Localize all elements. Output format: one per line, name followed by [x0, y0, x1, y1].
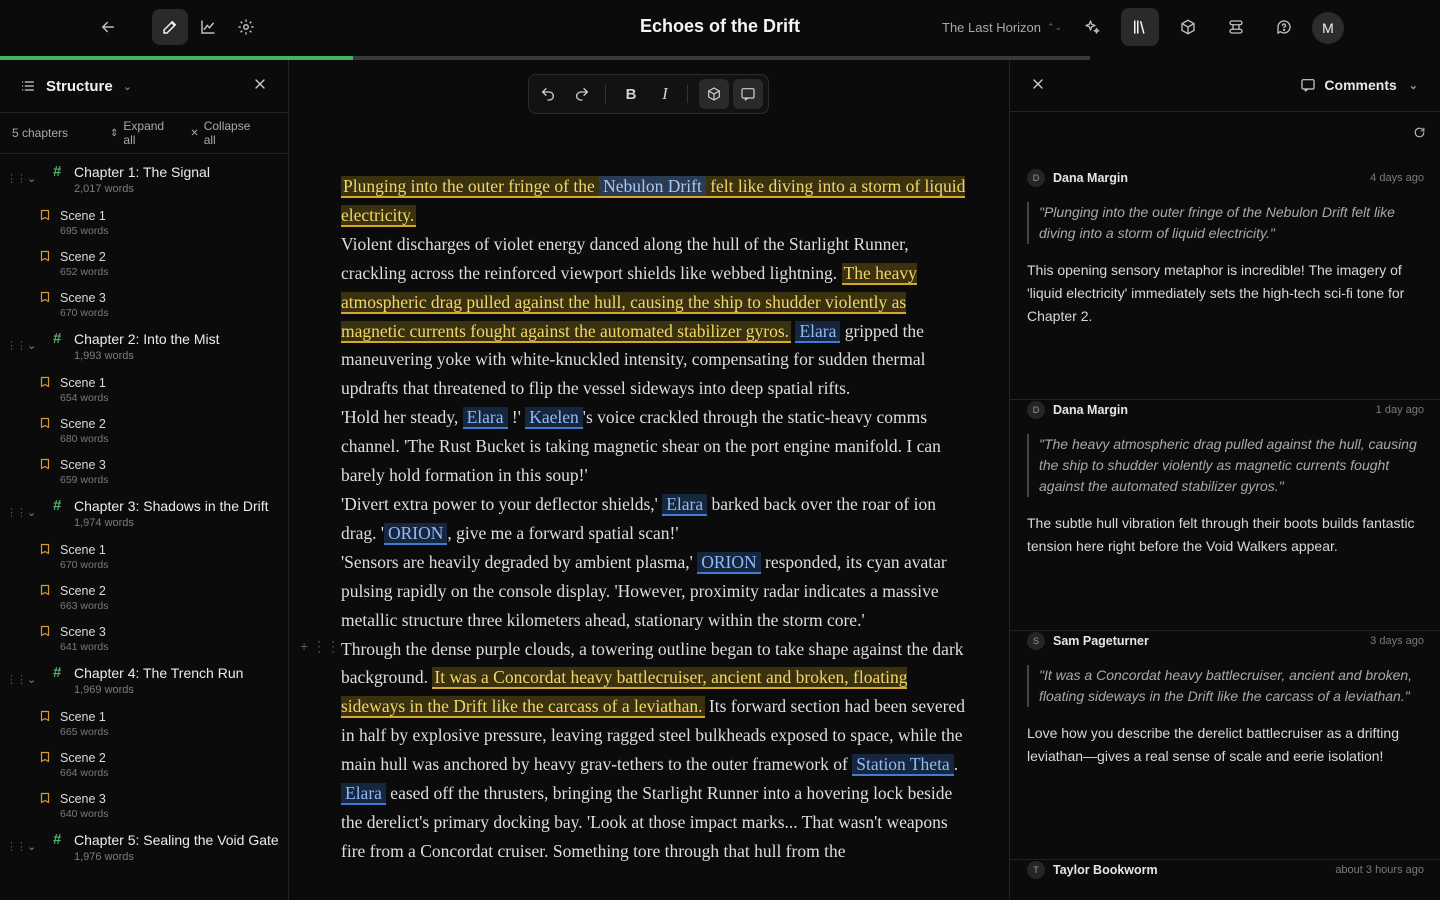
chapter-word-count: 1,993 words [74, 350, 134, 362]
text-span: !' [511, 407, 521, 428]
comments-title: Comments [1324, 77, 1397, 93]
entity-tag[interactable]: Elara [341, 783, 386, 805]
chevron-down-icon[interactable]: ⌄ [27, 173, 37, 185]
scene-item[interactable] [0, 620, 288, 661]
chapter-title: Chapter 1: The Signal [74, 164, 210, 180]
chapter-hash-icon: # [53, 497, 62, 514]
comment-card[interactable] [1010, 631, 1440, 860]
chapter-word-count: 1,974 words [74, 517, 134, 529]
manuscript-text[interactable] [341, 172, 971, 866]
chapter-item[interactable] [0, 494, 288, 538]
scene-icon [39, 584, 51, 599]
chapter-title: Chapter 2: Into the Mist [74, 331, 220, 347]
entity-tag[interactable]: ORION [384, 523, 447, 545]
entity-tag[interactable]: Elara [795, 321, 840, 343]
refresh-icon[interactable] [1413, 126, 1426, 142]
toolbar-divider [687, 85, 688, 103]
sidebar-header [0, 60, 288, 112]
paragraph [341, 490, 971, 548]
scene-word-count: 665 words [60, 726, 109, 738]
help-question-icon[interactable] [1266, 9, 1302, 45]
user-avatar[interactable]: M [1312, 12, 1344, 44]
text-span: Its forward section had been severed in half by explosive pressure, leaving ragged steel bulkheads exposed to space, while the main hull was anchored by heavy grav-tethers to the outer framework of [341, 696, 965, 775]
scene-item[interactable] [0, 705, 288, 746]
paragraph [341, 548, 971, 635]
comment-time: 4 days ago [1370, 172, 1424, 184]
timeline-icon[interactable] [1218, 9, 1254, 45]
cube-icon[interactable] [1170, 9, 1206, 45]
undo-icon[interactable] [533, 79, 563, 109]
chapter-word-count: 1,976 words [74, 851, 134, 863]
comment-quote: "Plunging into the outer fringe of the Nebulon Drift felt like diving into a storm of liquid electricity." [1027, 202, 1424, 244]
scene-title: Scene 3 [60, 792, 106, 806]
entity-tag[interactable]: ORION [697, 552, 760, 574]
entity-tag[interactable]: Kaelen [525, 407, 583, 429]
comment-author: Taylor Bookworm [1053, 863, 1158, 877]
comment-author: Dana Margin [1053, 171, 1129, 185]
scene-item[interactable] [0, 579, 288, 620]
scene-icon [39, 543, 51, 558]
chevron-down-icon[interactable]: ⌄ [27, 340, 37, 352]
scene-title: Scene 3 [60, 458, 106, 472]
comment-avatar: T [1027, 861, 1045, 879]
scene-word-count: 652 words [60, 266, 109, 278]
text-span: . [953, 754, 959, 775]
scene-item[interactable] [0, 746, 288, 787]
scene-icon [39, 625, 51, 640]
scene-title: Scene 3 [60, 291, 106, 305]
document-title: Echoes of the Drift [639, 16, 800, 36]
comment-author: Dana Margin [1053, 403, 1129, 417]
scene-word-count: 663 words [60, 600, 109, 612]
text-span: 'Hold her steady, [341, 407, 459, 428]
paragraph [341, 172, 971, 230]
scene-word-count: 670 words [60, 559, 109, 571]
scene-title: Scene 2 [60, 417, 106, 431]
project-selector-label: The Last Horizon [942, 20, 1041, 35]
text-span: 'Sensors are heavily degraded by ambient plasma,' [341, 551, 693, 572]
drag-handle-icon[interactable]: ⋮⋮ [6, 841, 26, 853]
scene-item[interactable] [0, 453, 288, 494]
comment-icon[interactable] [733, 79, 763, 109]
ai-sparkle-icon[interactable] [1074, 9, 1110, 45]
paragraph [341, 635, 971, 780]
scene-item[interactable] [0, 204, 288, 245]
scene-title: Scene 2 [60, 584, 106, 598]
chapter-count: 5 chapters [12, 126, 69, 140]
sidebar-toolbar [0, 112, 288, 154]
scene-title: Scene 3 [60, 625, 106, 639]
scene-word-count: 664 words [60, 767, 109, 779]
highlighted-comment-span[interactable]: It was a Concordat heavy battlecruiser, ancient and broken, floating sideways in the Drift like the carcass of a leviathan. [341, 667, 908, 717]
scene-word-count: 695 words [60, 225, 109, 237]
collapse-all-button[interactable] [190, 119, 258, 147]
highlighted-comment-span[interactable]: The heavy atmospheric drag pulled against the hull, causing the ship to shudder violently as magnetic currents fought against the automated stabilizer gyros. [341, 262, 917, 341]
text-span: felt like diving into a storm of liquid electricity. [341, 176, 966, 225]
comment-avatar: D [1027, 401, 1045, 419]
scene-icon [39, 250, 51, 265]
collapse-icon: ✕ [190, 127, 199, 139]
close-comments-icon[interactable] [1030, 76, 1046, 97]
expand-all-label: Expand all [123, 119, 165, 147]
scene-icon [39, 417, 51, 432]
chapter-item[interactable] [0, 327, 288, 371]
chapter-hash-icon: # [53, 163, 62, 180]
chapter-title: Chapter 4: The Trench Run [74, 665, 244, 681]
text-span: 's voice crackled through the static-heavy comms channel. 'The Rust Bucket is taking magnetic shear on the port engine manifold. I can barely hold formation in this soup!' [341, 407, 941, 486]
comment-header [1027, 860, 1424, 880]
paragraph [341, 403, 971, 490]
highlighted-comment-span[interactable] [341, 176, 965, 227]
italic-icon[interactable]: I [662, 84, 668, 103]
scene-item[interactable] [0, 371, 288, 412]
chapter-item[interactable] [0, 160, 288, 204]
text-span: barked back over the roar of ion drag. ' [341, 493, 936, 543]
top-bar [0, 0, 1440, 56]
comment-card[interactable] [1010, 400, 1440, 631]
chapter-hash-icon: # [53, 831, 62, 848]
close-sidebar-icon[interactable] [252, 76, 268, 97]
chapter-item[interactable] [0, 661, 288, 705]
drag-handle-icon[interactable]: ⋮⋮ [6, 507, 26, 519]
comment-time: 1 day ago [1375, 404, 1424, 416]
comment-header [1027, 168, 1424, 188]
scene-title: Scene 2 [60, 751, 106, 765]
comments-title-dropdown[interactable] [1300, 77, 1418, 93]
editor-pane [290, 60, 1008, 900]
chevron-down-icon[interactable]: ⌄ [122, 80, 132, 93]
structure-sidebar [0, 60, 289, 900]
scene-word-count: 680 words [60, 433, 109, 445]
settings-gear-icon[interactable] [228, 9, 264, 45]
text-span: Through the dense purple clouds, a towering outline began to take shape against the dark background. [341, 638, 964, 688]
format-toolbar [528, 74, 769, 114]
redo-icon[interactable] [567, 79, 597, 109]
text-span: Violent discharges of violet energy danced along the hull of the Starlight Runner, crackling across the reinforced viewport shields like webbed lightning. [341, 233, 909, 283]
scene-title: Scene 1 [60, 710, 106, 724]
entity-tag[interactable]: Nebulon Drift [599, 176, 706, 198]
chevron-down-icon: ⌄ [1408, 79, 1418, 92]
comment-card[interactable] [1010, 860, 1440, 900]
comments-header [1010, 60, 1440, 112]
list-icon [20, 78, 36, 94]
scene-title: Scene 1 [60, 376, 106, 390]
collapse-all-label: Collapse all [203, 119, 251, 147]
comment-quote: "The heavy atmospheric drag pulled against the hull, causing the ship to shudder violently as magnetic currents fought against the automated stabilizer gyros." [1027, 434, 1424, 497]
scene-title: Scene 1 [60, 209, 106, 223]
scene-item[interactable] [0, 538, 288, 579]
paragraph [341, 230, 971, 403]
scene-word-count: 640 words [60, 808, 109, 820]
write-mode-pencil-icon[interactable] [152, 9, 188, 45]
chapter-hash-icon: # [53, 330, 62, 347]
comment-author: Sam Pageturner [1053, 634, 1149, 648]
comment-time: 3 days ago [1370, 635, 1424, 647]
sidebar-title[interactable]: Structure [46, 77, 113, 95]
scene-icon [39, 710, 51, 725]
scene-item[interactable] [0, 286, 288, 327]
text-span: 'Divert extra power to your deflector shields,' [341, 493, 658, 514]
drag-handle-icon[interactable]: ⋮⋮ [6, 173, 26, 185]
comment-avatar: D [1027, 169, 1045, 187]
chapter-word-count: 1,969 words [74, 684, 134, 696]
chapter-tree [0, 154, 288, 872]
scene-item[interactable] [0, 245, 288, 286]
updown-chevron-icon: ⌃⌄ [1047, 22, 1063, 32]
scene-word-count: 659 words [60, 474, 109, 486]
toolbar-divider [605, 85, 606, 103]
bold-icon[interactable]: B [625, 85, 637, 103]
scene-word-count: 654 words [60, 392, 109, 404]
chapter-title: Chapter 5: Sealing the Void Gate [74, 832, 279, 848]
chapter-title: Chapter 3: Shadows in the Drift [74, 498, 269, 514]
scene-icon [39, 376, 51, 391]
comment-header [1027, 631, 1424, 651]
chapter-word-count: 2,017 words [74, 183, 134, 195]
comment-bubble-icon [1300, 77, 1316, 93]
text-span: Plunging into the outer fringe of the [343, 176, 595, 196]
comment-quote: "It was a Concordat heavy battlecruiser, ancient and broken, floating sideways in the Drift like the carcass of a leviathan." [1027, 665, 1424, 707]
comment-time: about 3 hours ago [1335, 864, 1424, 876]
chapter-item[interactable] [0, 828, 288, 872]
add-block-grip-icon[interactable]: + ⋮⋮ [300, 638, 341, 654]
text-span: eased off the thrusters, bringing the Starlight Runner into a hovering lock beside the derelict's primary docking bay. 'Look at those impact marks... That wasn't weapons fire from a Concordat cruiser. Something tore through that hull from the [341, 783, 953, 861]
scene-icon [39, 458, 51, 473]
text-span: responded, its cyan avatar pulsing rapidly on the console display. 'However, proximity radar indicates a massive metallic structure three kilometers ahead, stationary within the storm core.' [341, 551, 947, 630]
expand-icon: ⇕ [110, 127, 119, 139]
stats-chart-icon[interactable] [190, 9, 226, 45]
library-books-icon[interactable] [1121, 8, 1159, 46]
chapter-hash-icon: # [53, 664, 62, 681]
comment-body: Love how you describe the derelict battlecruiser as a drifting leviathan—gives a real sense of scale and eerie isolation! [1027, 725, 1399, 764]
entity-tag[interactable]: Elara [662, 494, 707, 516]
scene-word-count: 641 words [60, 641, 109, 653]
text-span: , give me a forward spatial scan!' [447, 522, 679, 543]
comments-panel [1009, 60, 1440, 900]
text-span: gripped the maneuvering yoke with white-knuckled intensity, compensating for sudden thermal updrafts that threatened to flip the vessel sideways into deep spatial rifts. [341, 320, 926, 399]
paragraph [341, 779, 971, 866]
scene-icon [39, 209, 51, 224]
back-arrow-icon[interactable] [90, 9, 126, 45]
scene-icon [39, 792, 51, 807]
entity-tag[interactable]: Station Theta [852, 754, 953, 776]
drag-handle-icon[interactable]: ⋮⋮ [6, 340, 26, 352]
entity-cube-icon[interactable] [699, 79, 729, 109]
chevron-down-icon[interactable]: ⌄ [27, 507, 37, 519]
comment-card[interactable] [1010, 168, 1440, 400]
expand-all-button[interactable] [110, 119, 172, 147]
comment-header [1027, 400, 1424, 420]
entity-tag[interactable]: Elara [463, 407, 508, 429]
scene-title: Scene 2 [60, 250, 106, 264]
scene-item[interactable] [0, 787, 288, 828]
scene-word-count: 670 words [60, 307, 109, 319]
drag-handle-icon[interactable]: ⋮⋮ [6, 674, 26, 686]
chevron-down-icon[interactable]: ⌄ [27, 674, 37, 686]
scene-title: Scene 1 [60, 543, 106, 557]
scene-item[interactable] [0, 412, 288, 453]
chevron-down-icon[interactable]: ⌄ [27, 841, 37, 853]
comment-avatar: S [1027, 632, 1045, 650]
scene-icon [39, 291, 51, 306]
project-selector[interactable] [942, 20, 1062, 35]
comment-body: The subtle hull vibration felt through their boots builds fantastic tension here right before the Void Walkers appear. [1027, 515, 1415, 554]
scene-icon [39, 751, 51, 766]
comment-body: This opening sensory metaphor is incredible! The imagery of 'liquid electricity' immediately sets the high-tech sci-fi tone for Chapter 2. [1027, 262, 1405, 324]
